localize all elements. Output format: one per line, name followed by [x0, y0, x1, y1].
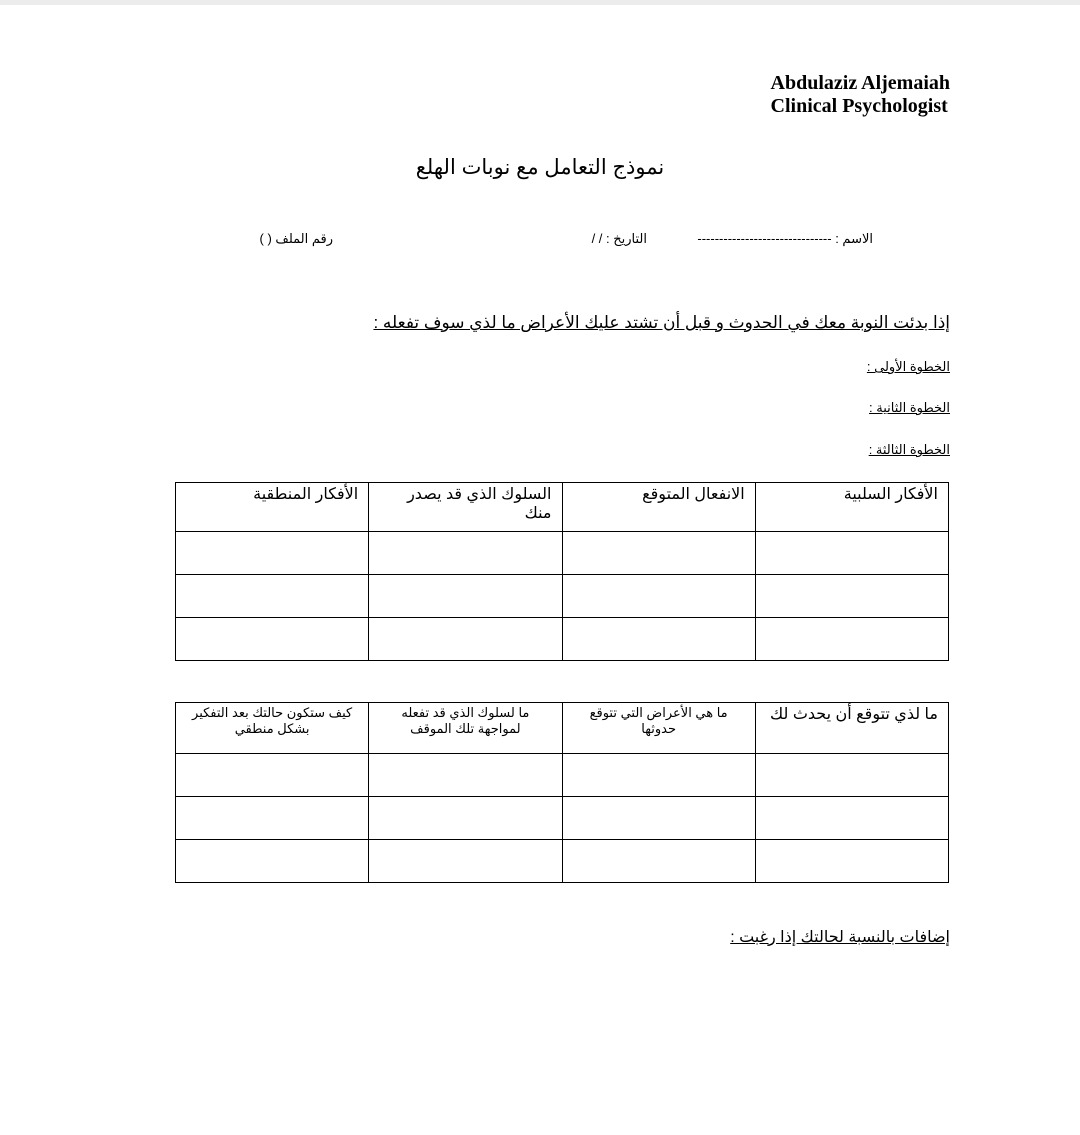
table-row [176, 532, 949, 575]
table-cell[interactable] [562, 840, 755, 883]
form-title: نموذج التعامل مع نوبات الهلع [415, 156, 665, 179]
table-row [176, 754, 949, 797]
header-expected-emotion: الانفعال المتوقع [562, 483, 755, 532]
name-field: الاسم : ------------------------------- [697, 231, 873, 246]
header-behavior: السلوك الذي قد يصدر منك [369, 483, 562, 532]
table-cell[interactable] [755, 840, 948, 883]
table-cell[interactable] [755, 575, 948, 618]
table-row [176, 618, 949, 661]
table-cell[interactable] [755, 797, 948, 840]
table-cell[interactable] [369, 754, 562, 797]
header-state-after-thinking: كيف ستكون حالتك بعد التفكير بشكل منطقي [176, 703, 369, 754]
table-row [176, 575, 949, 618]
date-field: التاريخ : / / [591, 231, 647, 246]
table-cell[interactable] [176, 618, 369, 661]
table-cell[interactable] [755, 532, 948, 575]
table-cell[interactable] [176, 840, 369, 883]
table-cell[interactable] [755, 618, 948, 661]
step-two: الخطوة الثانية : [869, 400, 950, 415]
author-profession: Clinical Psychologist [770, 95, 948, 117]
table-cell[interactable] [562, 575, 755, 618]
table-cell[interactable] [562, 754, 755, 797]
header-coping-behavior: ما لسلوك الذي قد تفعله لمواجهة تلك الموقف [369, 703, 562, 754]
header-expected-event: ما لذي تتوقع أن يحدث لك [755, 703, 948, 754]
table-cell[interactable] [176, 754, 369, 797]
table-cell[interactable] [369, 840, 562, 883]
table-cell[interactable] [562, 797, 755, 840]
table-row [176, 840, 949, 883]
author-name: Abdulaziz Aljemaiah [770, 72, 950, 94]
expectations-table [175, 702, 949, 883]
author-block [771, 72, 950, 118]
header-negative-thoughts: الأفكار السلبية [755, 483, 948, 532]
table-cell[interactable] [176, 797, 369, 840]
header-rational-thoughts: الأفكار المنطقية [176, 483, 369, 532]
table-cell[interactable] [562, 532, 755, 575]
table-cell[interactable] [176, 575, 369, 618]
table-cell[interactable] [755, 754, 948, 797]
step-one: الخطوة الأولى : [866, 359, 950, 374]
header-expected-symptoms: ما هي الأعراض التي تتوقع حدوثها [562, 703, 755, 754]
table-cell[interactable] [369, 618, 562, 661]
table-cell[interactable] [369, 797, 562, 840]
table-row [176, 797, 949, 840]
table-cell[interactable] [562, 618, 755, 661]
table-cell[interactable] [369, 532, 562, 575]
instructions-heading: إذا بدئت النوبة معك في الحدوث و قبل أن تشتد عليك الأعراض ما لذي سوف تفعله : [373, 313, 950, 332]
table-cell[interactable] [369, 575, 562, 618]
additions-label: إضافات بالنسبة لحالتك إذا رغبت : [730, 929, 950, 946]
table-header-row [176, 703, 949, 754]
table-cell[interactable] [176, 532, 369, 575]
thoughts-table [175, 482, 949, 661]
step-three: الخطوة الثالثة : [868, 442, 950, 457]
file-number-field: رقم الملف ( ) [259, 231, 333, 246]
table-header-row [176, 483, 949, 532]
